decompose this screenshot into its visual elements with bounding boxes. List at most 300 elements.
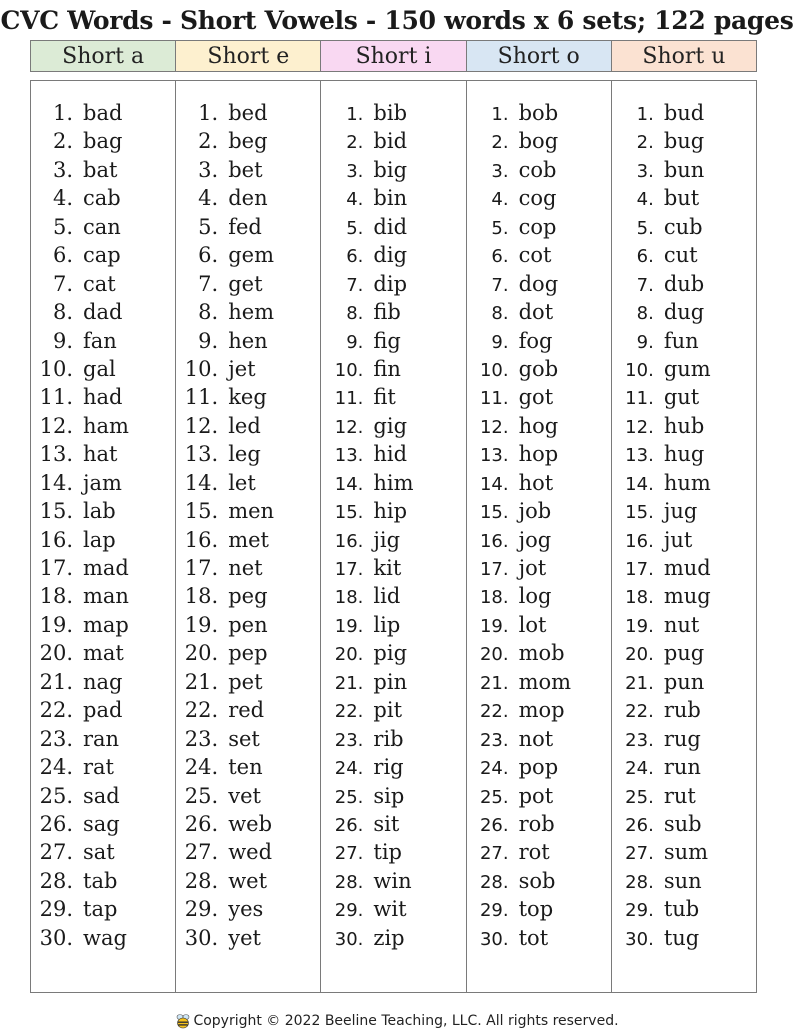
word-text: pun	[663, 669, 705, 694]
word-number: 5.	[346, 217, 364, 239]
word-text: fed	[228, 214, 262, 239]
word-number: 13.	[625, 445, 654, 467]
word-number: 21.	[184, 669, 219, 694]
word-text: cab	[83, 186, 121, 211]
word-text: cat	[83, 271, 116, 296]
word-row	[31, 499, 175, 527]
word-number: 3.	[198, 157, 219, 182]
word-row	[612, 300, 756, 328]
word-row	[467, 442, 611, 470]
word-row	[321, 670, 465, 698]
word-row	[467, 385, 611, 413]
word-text: jog	[518, 527, 552, 552]
word-row	[321, 129, 465, 157]
word-number: 18.	[479, 587, 509, 609]
word-row	[321, 897, 465, 925]
word-row	[31, 158, 175, 186]
word-row	[467, 272, 611, 300]
word-number: 17.	[184, 556, 219, 580]
word-number: 10.	[184, 356, 219, 381]
word-text: sob	[518, 868, 556, 893]
word-text: lid	[373, 584, 401, 609]
word-text: but	[663, 186, 700, 211]
word-row	[31, 329, 175, 357]
page-title: CVC Words - Short Vowels - 150 words x 6 sets; 122 pages	[0, 6, 794, 35]
word-text: map	[83, 612, 129, 637]
word-row	[31, 784, 175, 812]
word-text: yet	[228, 925, 261, 950]
word-row	[176, 840, 320, 868]
word-text: led	[228, 413, 261, 438]
word-number: 15.	[334, 502, 364, 524]
word-text: not	[518, 726, 554, 751]
word-row	[176, 186, 320, 214]
word-row	[467, 698, 611, 726]
word-text: mop	[518, 698, 565, 723]
word-row	[612, 840, 756, 868]
word-text: man	[83, 584, 129, 609]
word-row	[612, 442, 756, 470]
word-row	[31, 556, 175, 584]
word-text: fan	[83, 328, 117, 353]
word-text: gig	[373, 413, 408, 438]
word-number: 12.	[625, 416, 654, 438]
word-text: kit	[373, 556, 402, 580]
word-text: cob	[518, 157, 557, 182]
word-number: 23.	[479, 729, 509, 751]
word-text: sum	[663, 840, 709, 865]
word-text: job	[518, 499, 552, 524]
word-number: 27.	[334, 843, 364, 865]
word-number: 1.	[198, 101, 219, 125]
word-number: 20.	[479, 644, 509, 666]
word-row	[176, 499, 320, 527]
word-text: met	[228, 527, 269, 552]
word-text: pen	[228, 612, 268, 637]
word-row	[467, 727, 611, 755]
word-row	[612, 385, 756, 413]
word-text: bad	[83, 101, 123, 125]
header-short-e: Short e	[176, 41, 321, 71]
copyright-text: Copyright © 2022 Beeline Teaching, LLC. All rights reserved.	[193, 1013, 619, 1029]
word-number: 16.	[39, 527, 73, 552]
word-number: 24.	[479, 758, 509, 780]
word-number: 6.	[491, 246, 509, 268]
word-text: tub	[663, 897, 700, 922]
word-text: ham	[83, 413, 129, 438]
word-text: bug	[663, 129, 705, 154]
word-row	[176, 243, 320, 271]
word-text: get	[228, 271, 263, 296]
word-row	[321, 784, 465, 812]
word-row	[31, 528, 175, 556]
vowel-header-row	[30, 40, 757, 72]
word-text: can	[83, 214, 121, 239]
word-text: jig	[373, 527, 401, 552]
word-text: bid	[373, 129, 408, 154]
word-number: 11.	[479, 388, 509, 410]
word-text: hop	[518, 442, 559, 467]
word-number: 27.	[39, 840, 73, 865]
word-text: let	[228, 470, 256, 495]
word-text: bat	[83, 157, 118, 182]
word-text: hog	[518, 413, 559, 438]
word-row	[321, 243, 465, 271]
word-number: 15.	[479, 502, 509, 524]
word-text: run	[663, 755, 701, 780]
word-text: tug	[663, 925, 700, 950]
word-text: sad	[83, 783, 120, 808]
word-text: keg	[228, 385, 267, 410]
word-row	[467, 215, 611, 243]
word-row	[176, 471, 320, 499]
word-text: hug	[663, 442, 705, 467]
word-number: 20.	[184, 641, 219, 666]
word-text: lot	[518, 612, 547, 637]
word-row	[467, 784, 611, 812]
word-text: bed	[228, 101, 268, 125]
word-text: tot	[518, 925, 549, 950]
word-number: 26.	[625, 814, 654, 836]
word-row	[321, 528, 465, 556]
word-number: 16.	[184, 527, 219, 552]
word-row	[467, 556, 611, 584]
word-text: dog	[518, 271, 559, 296]
word-row	[176, 101, 320, 129]
column-short-i	[321, 81, 466, 992]
word-number: 11.	[625, 388, 654, 410]
word-text: hot	[518, 470, 554, 495]
word-row	[176, 528, 320, 556]
column-short-e	[176, 81, 321, 992]
word-text: tip	[373, 840, 403, 865]
word-text: cop	[518, 214, 557, 239]
word-number: 18.	[334, 587, 364, 609]
word-row	[467, 329, 611, 357]
word-number: 8.	[198, 300, 219, 325]
word-row	[612, 243, 756, 271]
word-row	[321, 442, 465, 470]
word-text: rub	[663, 698, 701, 723]
word-number: 7.	[346, 274, 364, 296]
word-text: hub	[663, 413, 705, 438]
word-number: 18.	[39, 584, 73, 609]
word-row	[31, 584, 175, 612]
word-row	[321, 158, 465, 186]
word-text: win	[373, 868, 412, 893]
word-number: 21.	[625, 672, 654, 694]
word-number: 23.	[625, 729, 654, 751]
word-text: ten	[228, 755, 263, 780]
word-number: 10.	[479, 359, 509, 381]
word-text: bin	[373, 186, 408, 211]
word-row	[467, 471, 611, 499]
word-text: pet	[228, 669, 263, 694]
word-number: 15.	[184, 499, 219, 524]
word-text: pug	[663, 641, 705, 666]
word-number: 19.	[625, 615, 654, 637]
word-number: 26.	[184, 811, 219, 836]
word-number: 6.	[346, 246, 364, 268]
word-row	[176, 414, 320, 442]
word-row	[31, 442, 175, 470]
word-row	[612, 528, 756, 556]
word-number: 25.	[479, 786, 509, 808]
word-number: 8.	[346, 303, 364, 325]
word-text: fib	[373, 300, 401, 325]
word-number: 4.	[491, 189, 509, 211]
word-number: 15.	[39, 499, 73, 524]
word-row	[321, 385, 465, 413]
word-number: 17.	[334, 559, 364, 580]
word-text: fog	[518, 328, 553, 353]
word-number: 25.	[334, 786, 364, 808]
word-number: 27.	[479, 843, 509, 865]
word-number: 20.	[625, 644, 654, 666]
word-text: fig	[373, 328, 401, 353]
word-text: bib	[373, 101, 408, 125]
word-text: bog	[518, 129, 559, 154]
word-row	[176, 158, 320, 186]
word-number: 12.	[479, 416, 509, 438]
word-number: 8.	[491, 303, 509, 325]
word-number: 2.	[198, 129, 219, 154]
word-number: 30.	[39, 925, 73, 950]
word-text: wet	[228, 868, 268, 893]
word-number: 11.	[39, 385, 73, 410]
word-text: rut	[663, 783, 696, 808]
word-number: 27.	[184, 840, 219, 865]
word-row	[176, 755, 320, 783]
word-text: red	[228, 698, 265, 723]
word-number: 16.	[334, 530, 364, 552]
word-number: 30.	[334, 928, 364, 950]
word-number: 4.	[636, 189, 654, 211]
word-row	[176, 357, 320, 385]
word-text: dug	[663, 300, 705, 325]
word-row	[31, 129, 175, 157]
word-number: 19.	[39, 612, 73, 637]
word-number: 7.	[491, 274, 509, 296]
word-row	[467, 613, 611, 641]
word-number: 28.	[334, 871, 364, 893]
word-text: jam	[83, 470, 122, 495]
word-number: 29.	[479, 900, 509, 922]
word-number: 9.	[636, 331, 654, 353]
word-text: fun	[663, 328, 699, 353]
word-text: web	[228, 811, 273, 836]
word-row	[176, 670, 320, 698]
word-text: pop	[518, 755, 559, 780]
word-text: zip	[373, 925, 405, 950]
word-text: dub	[663, 271, 705, 296]
word-row	[31, 755, 175, 783]
word-number: 1.	[52, 101, 73, 125]
word-text: sit	[373, 811, 400, 836]
word-row	[31, 101, 175, 129]
word-row	[467, 528, 611, 556]
word-row	[612, 584, 756, 612]
word-row	[612, 129, 756, 157]
word-text: hem	[228, 300, 275, 325]
word-text: sag	[83, 811, 120, 836]
word-text: net	[228, 556, 263, 580]
word-text: lip	[373, 612, 401, 637]
word-row	[31, 414, 175, 442]
word-text: beg	[228, 129, 268, 154]
word-number: 25.	[184, 783, 219, 808]
word-number: 9.	[491, 331, 509, 353]
word-row	[612, 272, 756, 300]
word-number: 12.	[39, 413, 73, 438]
word-text: nag	[83, 669, 123, 694]
word-row	[321, 641, 465, 669]
word-number: 18.	[184, 584, 219, 609]
word-text: bun	[663, 157, 705, 182]
word-row	[176, 926, 320, 954]
word-number: 8.	[52, 300, 73, 325]
word-text: pad	[83, 698, 123, 723]
word-number: 1.	[636, 104, 654, 125]
word-row	[176, 215, 320, 243]
word-number: 22.	[334, 701, 364, 723]
word-text: him	[373, 470, 414, 495]
word-number: 14.	[39, 470, 73, 495]
word-text: lap	[83, 527, 116, 552]
word-text: pit	[373, 698, 403, 723]
word-text: cap	[83, 243, 121, 268]
header-short-i: Short i	[321, 41, 466, 71]
word-number: 22.	[625, 701, 654, 723]
word-text: sip	[373, 783, 405, 808]
word-text: men	[228, 499, 275, 524]
word-number: 4.	[198, 186, 219, 211]
word-number: 27.	[625, 843, 654, 865]
word-number: 9.	[198, 328, 219, 353]
word-number: 17.	[479, 559, 509, 580]
word-row	[176, 300, 320, 328]
word-row	[467, 357, 611, 385]
word-text: mud	[663, 556, 711, 580]
word-row	[176, 812, 320, 840]
word-row	[31, 300, 175, 328]
word-number: 20.	[39, 641, 73, 666]
word-number: 16.	[625, 530, 654, 552]
word-number: 23.	[334, 729, 364, 751]
word-number: 22.	[479, 701, 509, 723]
word-text: hum	[663, 470, 711, 495]
word-number: 3.	[491, 160, 509, 182]
word-number: 25.	[39, 783, 73, 808]
word-text: had	[83, 385, 123, 410]
word-number: 5.	[198, 214, 219, 239]
word-number: 19.	[334, 615, 364, 637]
word-number: 5.	[52, 214, 73, 239]
word-text: set	[228, 726, 260, 751]
word-row	[467, 101, 611, 129]
word-text: hen	[228, 328, 268, 353]
word-row	[31, 385, 175, 413]
word-row	[612, 926, 756, 954]
word-text: cub	[663, 214, 703, 239]
word-table	[30, 80, 757, 993]
word-number: 28.	[625, 871, 654, 893]
word-text: log	[518, 584, 552, 609]
word-text: gut	[663, 385, 700, 410]
word-text: cog	[518, 186, 557, 211]
word-row	[612, 727, 756, 755]
word-text: cot	[518, 243, 552, 268]
word-row	[176, 698, 320, 726]
word-text: sat	[83, 840, 115, 865]
word-number: 13.	[479, 445, 509, 467]
word-row	[176, 385, 320, 413]
word-text: jug	[663, 499, 698, 524]
word-text: pep	[228, 641, 268, 666]
word-number: 1.	[491, 104, 509, 125]
word-text: did	[373, 214, 408, 239]
word-number: 24.	[39, 755, 73, 780]
word-number: 6.	[636, 246, 654, 268]
word-text: rug	[663, 726, 701, 751]
word-text: hid	[373, 442, 408, 467]
word-number: 2.	[52, 129, 73, 154]
word-text: fin	[373, 356, 401, 381]
word-text: yes	[228, 897, 264, 922]
word-number: 24.	[334, 758, 364, 780]
word-number: 24.	[184, 755, 219, 780]
column-short-a	[31, 81, 176, 992]
word-number: 26.	[479, 814, 509, 836]
word-number: 5.	[636, 217, 654, 239]
word-text: lab	[83, 499, 116, 524]
word-number: 26.	[39, 811, 73, 836]
word-number: 3.	[52, 157, 73, 182]
word-row	[31, 272, 175, 300]
word-row	[467, 812, 611, 840]
word-row	[321, 186, 465, 214]
word-text: jot	[518, 556, 547, 580]
word-number: 21.	[39, 669, 73, 694]
word-row	[31, 812, 175, 840]
word-row	[612, 755, 756, 783]
word-row	[31, 670, 175, 698]
word-row	[467, 897, 611, 925]
word-number: 19.	[184, 612, 219, 637]
word-row	[612, 329, 756, 357]
word-text: wag	[83, 925, 127, 950]
word-text: tab	[83, 868, 118, 893]
word-row	[467, 414, 611, 442]
word-number: 18.	[625, 587, 654, 609]
word-number: 2.	[636, 132, 654, 154]
word-row	[467, 926, 611, 954]
word-row	[321, 869, 465, 897]
copyright-footer	[0, 1013, 794, 1029]
word-number: 14.	[479, 473, 509, 495]
word-row	[467, 186, 611, 214]
word-text: fit	[373, 385, 396, 410]
word-row	[467, 840, 611, 868]
word-row	[321, 613, 465, 641]
word-row	[321, 471, 465, 499]
word-text: mob	[518, 641, 565, 666]
word-row	[321, 926, 465, 954]
word-text: dot	[518, 300, 554, 325]
word-row	[612, 215, 756, 243]
word-text: wit	[373, 897, 407, 922]
word-text: bet	[228, 157, 263, 182]
